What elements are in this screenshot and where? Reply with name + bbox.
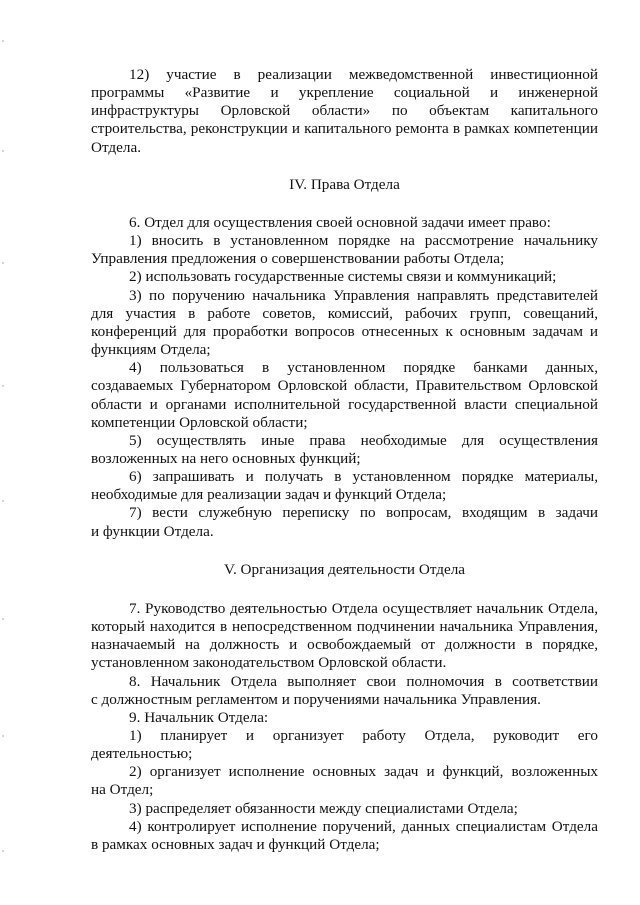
duty-2-line-1: 2) организует исполнение основных задач и функций, возложенных: [129, 763, 598, 781]
scan-mark: [2, 618, 4, 620]
rights-intro: 6. Отдел для осуществления своей основной задачи имеет право:: [129, 213, 551, 231]
section-4-heading: IV. Права Отдела: [289, 175, 400, 193]
duty-2-line-2: на Отдел;: [91, 781, 154, 799]
right-3-line-2: для участия в работе советов, комиссий, рабочих групп, совещаний,: [91, 304, 598, 322]
clause-8-line-2: с должностным регламентом и поручениями начальника Управления.: [91, 690, 541, 708]
right-3-line-3: конференций для проработки вопросов отнесенных к основным задачам и: [91, 322, 598, 340]
duty-3: 3) распределяет обязанности между специалистами Отдела;: [129, 799, 518, 817]
scan-mark: [2, 150, 4, 152]
scan-mark: [2, 40, 4, 42]
right-3-line-4: функциям Отдела;: [91, 341, 211, 359]
scan-mark: [2, 262, 4, 264]
right-5-line-1: 5) осуществлять иные права необходимые для осуществления: [129, 431, 598, 449]
duty-1-line-1: 1) планирует и организует работу Отдела, руководит его: [129, 727, 598, 744]
clause-7-line-4: установленном законодательством Орловской области.: [91, 654, 447, 672]
clause-7-line-3: назначаемый на должность и освобождаемый от должности в порядке,: [91, 636, 598, 654]
document-page: [91, 66, 598, 854]
right-1-line-2: Управления предложения о совершенствовании работы Отдела;: [91, 250, 505, 268]
scan-mark: [2, 850, 4, 852]
right-4-line-2: создаваемых Губернатором Орловской области, Правительством Орловской: [91, 377, 598, 395]
clause-7-line-2: который находится в непосредственном подчинении начальника Управления,: [91, 618, 598, 636]
right-4-line-4: компетенции Орловской области;: [91, 413, 308, 431]
clause-7-line-1: 7. Руководство деятельностью Отдела осуществляет начальник Отдела,: [129, 599, 598, 617]
clause-8-line-1: 8. Начальник Отдела выполняет свои полномочия в соответствии: [129, 672, 598, 690]
item-12-line-3: инфраструктуры Орловской области» по объектам капитального: [91, 102, 598, 120]
right-6-line-2: необходимые для реализации задач и функций Отдела;: [91, 486, 447, 504]
duty-4-line-2: в рамках основных задач и функций Отдела;: [91, 835, 380, 853]
item-12-line-2: программы «Развитие и укрепление социальной и инженерной: [91, 84, 598, 102]
scan-mark: [2, 500, 4, 502]
right-2: 2) использовать государственные системы связи и коммуникаций;: [129, 268, 557, 286]
right-6-line-1: 6) запрашивать и получать в установленном порядке материалы,: [129, 468, 598, 486]
scan-mark: [2, 735, 4, 737]
scan-mark: [2, 385, 4, 387]
right-5-line-2: возложенных на него основных функций;: [91, 449, 361, 467]
right-7-line-2: и функции Отдела.: [91, 522, 214, 540]
right-1-line-1: 1) вносить в установленном порядке на рассмотрение начальнику: [129, 232, 598, 250]
section-5-heading: V. Организация деятельности Отдела: [223, 560, 466, 578]
right-3-line-1: 3) по поручению начальника Управления направлять представителей: [129, 286, 598, 304]
duty-4-line-1: 4) контролирует исполнение поручений, данных специалистам Отдела: [129, 817, 598, 835]
clause-9-heading: 9. Начальник Отдела:: [129, 708, 269, 726]
item-12-line-1: 12) участие в реализации межведомственной инвестиционной: [129, 66, 598, 83]
right-4-line-3: области и органами исполнительной государственной власти специальной: [91, 395, 598, 413]
item-12-line-4: строительства, реконструкции и капитального ремонта в рамках компетенции: [91, 120, 598, 138]
duty-1-line-2: деятельностью;: [91, 745, 193, 763]
right-4-line-1: 4) пользоваться в установленном порядке банками данных,: [129, 359, 598, 377]
item-12-line-5: Отдела.: [91, 138, 141, 156]
right-7-line-1: 7) вести служебную переписку по вопросам, входящим в задачи: [129, 504, 598, 522]
